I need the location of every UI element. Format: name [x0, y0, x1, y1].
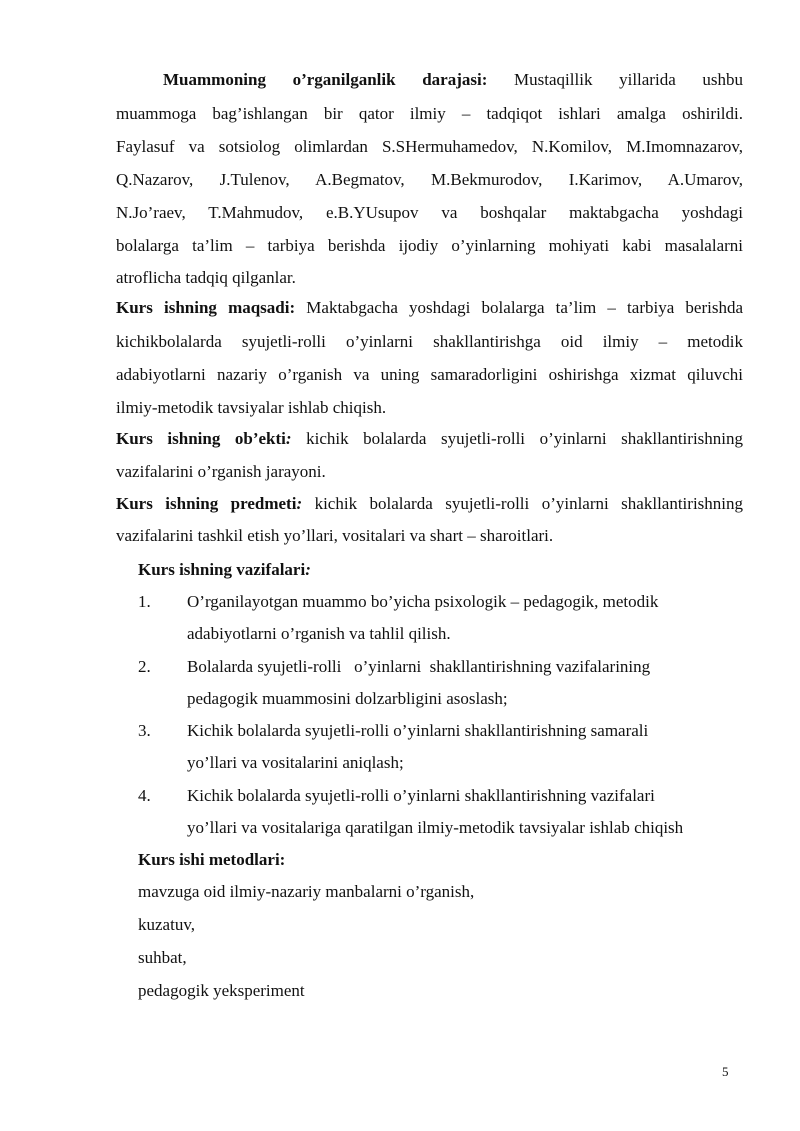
list-item-number: 4. [138, 786, 151, 805]
method-item: suhbat, [138, 948, 187, 967]
list-item-line: pedagogik muammosini dolzarbligini asoslash; [187, 689, 508, 708]
list-item-line: O’rganilayotgan muammo bo’yicha psixologik – pedagogik, metodik [187, 592, 659, 611]
list-item-number: 1. [138, 592, 151, 611]
obekt-last-line: vazifalarini o’rganish jarayoni. [116, 462, 326, 481]
obekt-first-rest: kichik bolalarda syujetli-rolli o’yinlarni shakllantirishning [306, 429, 744, 448]
obekt-first-line [116, 429, 743, 449]
maqsad-first-line [116, 298, 743, 318]
list-item-line: yo’llari va vositalariga qaratilgan ilmiy-metodik tavsiyalar ishlab chiqish [187, 818, 684, 837]
maqsad-last-line: ilmiy-metodik tavsiyalar ishlab chiqish. [116, 398, 387, 417]
list-item-number: 3. [138, 721, 151, 740]
predmet-label: Kurs ishning predmeti: [116, 494, 303, 513]
predmet-first-rest: kichik bolalarda syujetli-rolli o’yinlarni shakllantirishning [314, 494, 744, 513]
intro-line: Q.Nazarov, J.Tulenov, A.Begmatov, M.Bekmurodov, I.Karimov, A.Umarov, [116, 170, 743, 189]
predmet-last-line: vazifalarini tashkil etish yo’llari, vositalari va shart – sharoitlari. [116, 526, 554, 545]
intro-line: N.Jo’raev, T.Mahmudov, e.B.YUsupov va boshqalar maktabgacha yoshdagi [116, 203, 743, 222]
list-item-line: Kichik bolalarda syujetli-rolli o’yinlarni shakllantirishning samarali [187, 721, 649, 740]
page-number: 5 [722, 1064, 729, 1079]
list-item-line: yo’llari va vositalarini aniqlash; [187, 753, 404, 772]
maqsad-first-rest: Maktabgacha yoshdagi bolalarga ta’lim – tarbiya berishda [306, 298, 743, 317]
list-item-number: 2. [138, 657, 151, 676]
vazifalar-heading: Kurs ishning vazifalari: [138, 560, 311, 579]
maqsad-label: Kurs ishning maqsadi: [116, 298, 296, 317]
intro-label: Muammoning o’rganilganlik darajasi: [163, 70, 488, 89]
maqsad-line: adabiyotlarni nazariy o’rganish va uning samaradorligini oshirishga xizmat qiluvchi [116, 365, 743, 384]
intro-line: Faylasuf va sotsiolog olimlardan S.SHermuhamedov, N.Komilov, M.Imomnazarov, [116, 137, 743, 156]
list-item-line: Kichik bolalarda syujetli-rolli o’yinlarni shakllantirishning vazifalari [187, 786, 655, 805]
list-item-line: Bolalarda syujetli-rolli o’yinlarni shakllantirishning vazifalarining [187, 657, 651, 676]
intro-line: muammoga bag’ishlangan bir qator ilmiy – tadqiqot ishlari amalga oshirildi. [116, 104, 743, 123]
intro-line: bolalarga ta’lim – tarbiya berishda ijodiy o’yinlarning mohiyati kabi masalalarni [116, 236, 743, 255]
intro-first-line [163, 70, 743, 90]
list-item-line: adabiyotlarni o’rganish va tahlil qilish. [187, 624, 451, 643]
method-item: pedagogik yeksperiment [138, 981, 305, 1000]
intro-first-rest: Mustaqillik yillarida ushbu [514, 70, 743, 89]
method-item: mavzuga oid ilmiy-nazariy manbalarni o’rganish, [138, 882, 475, 901]
method-item: kuzatuv, [138, 915, 195, 934]
maqsad-line: kichikbolalarda syujetli-rolli o’yinlarni shakllantirishga oid ilmiy – metodik [116, 332, 743, 351]
intro-last-line: atroflicha tadqiq qilganlar. [116, 268, 296, 287]
metodlar-heading: Kurs ishi metodlari: [138, 850, 286, 869]
obekt-label: Kurs ishning ob’ekti: [116, 429, 292, 448]
predmet-first-line [116, 494, 743, 514]
